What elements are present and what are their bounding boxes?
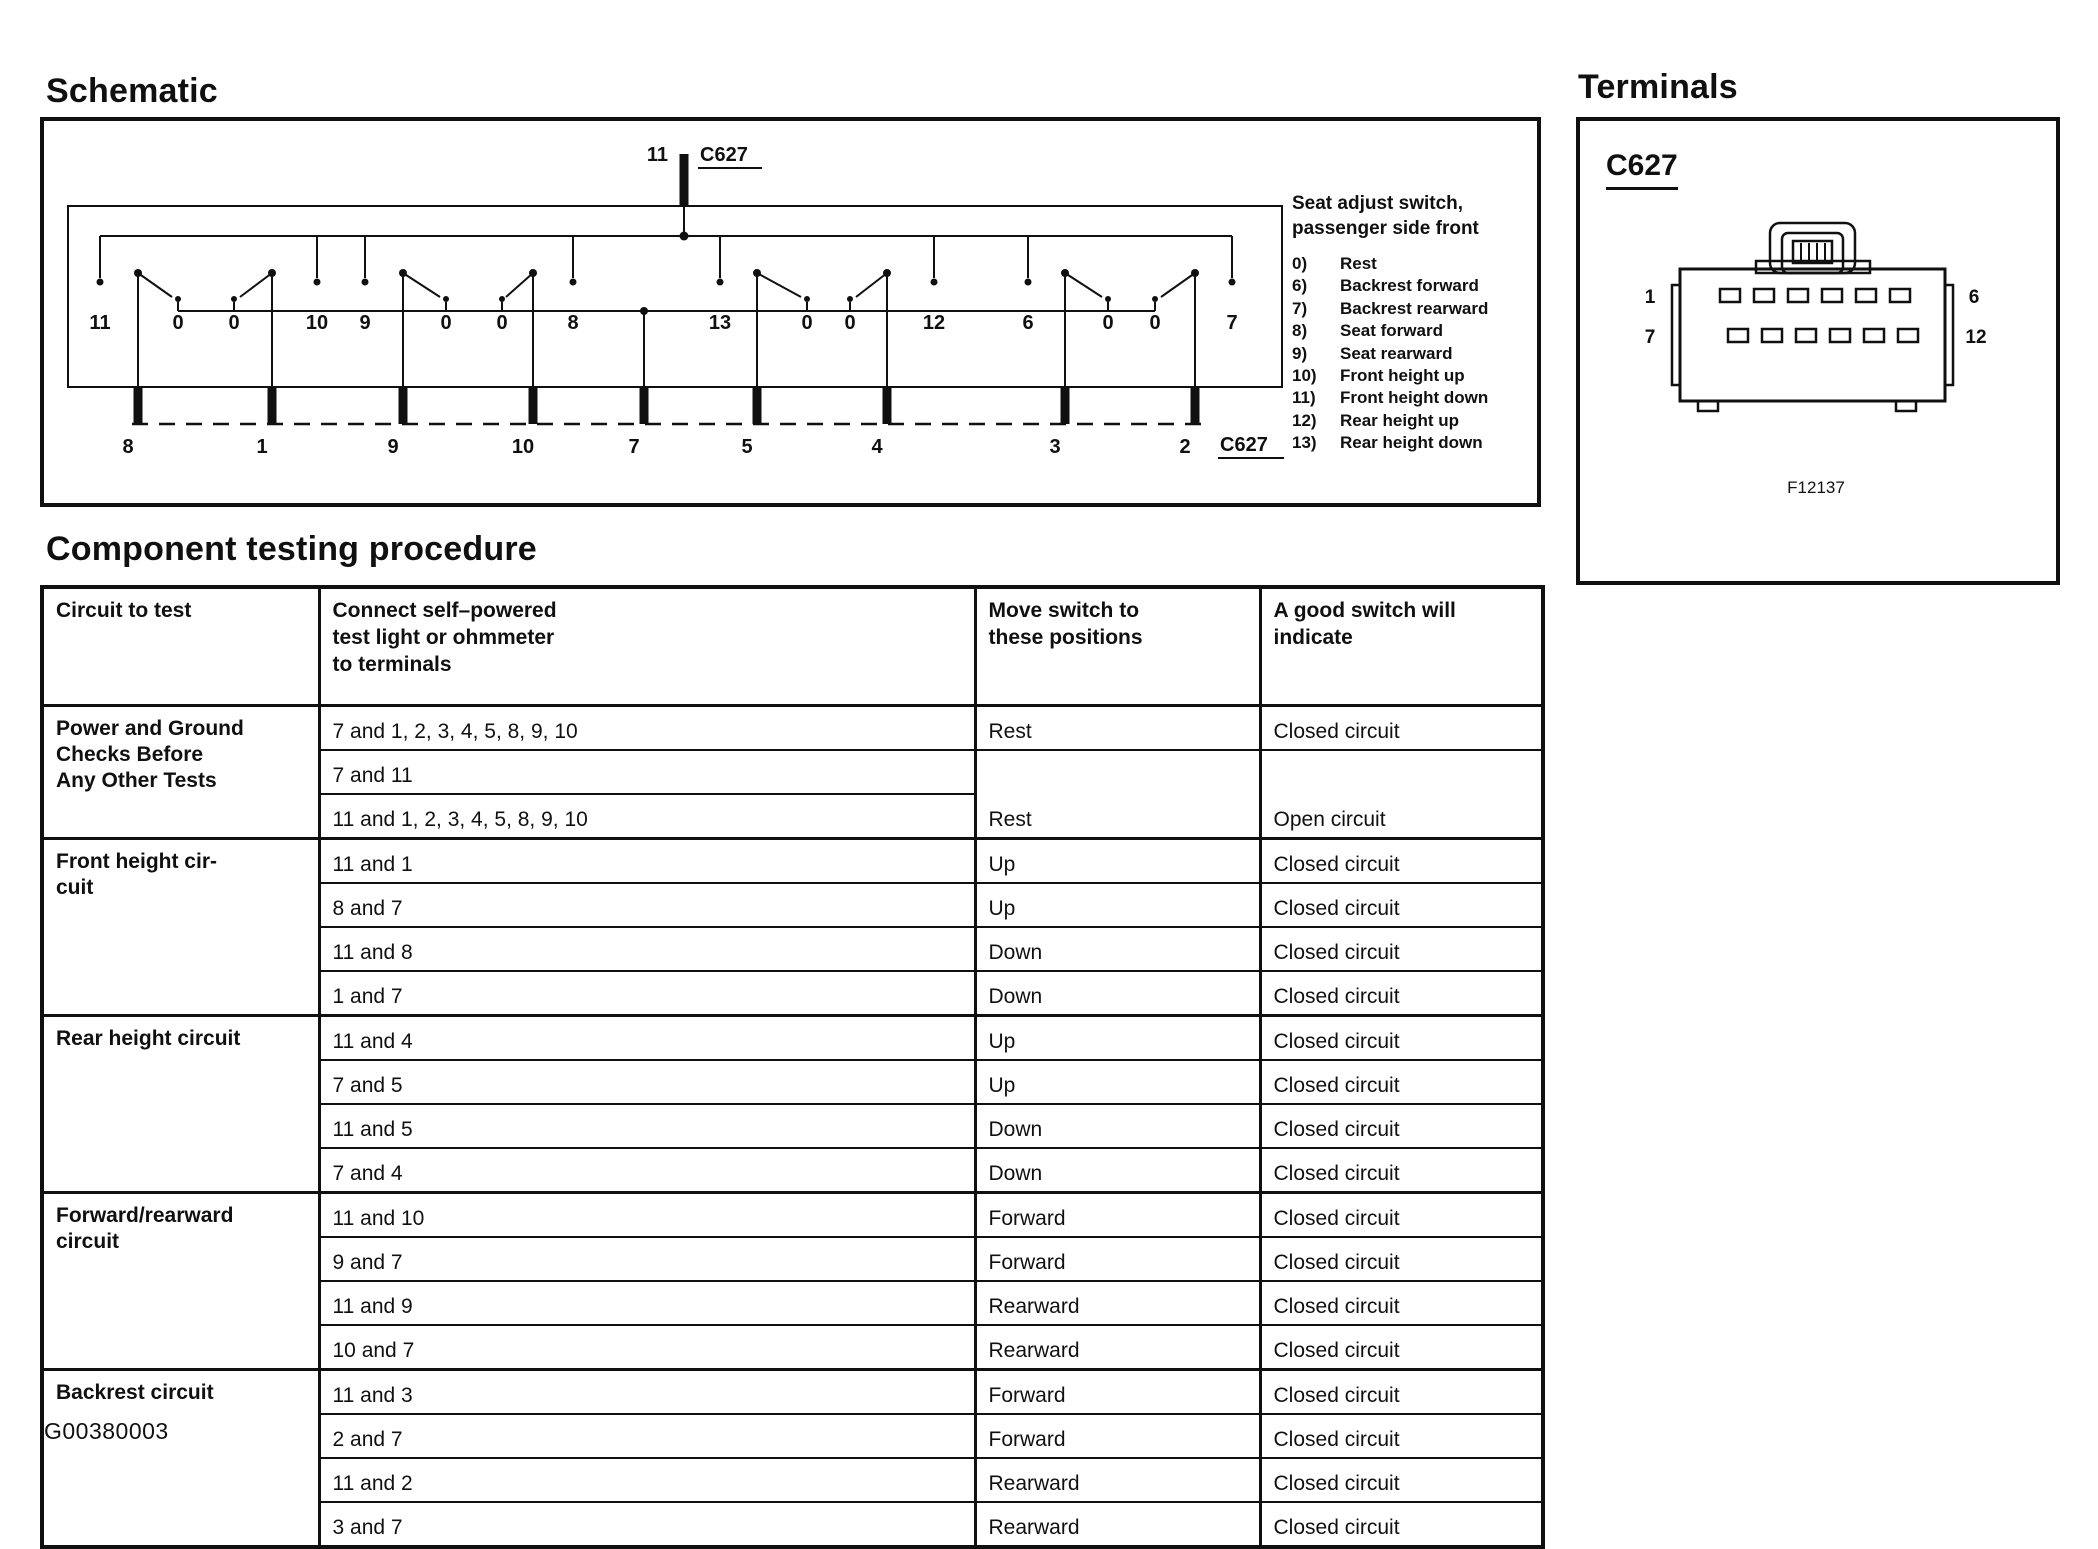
legend-item [1292,275,1534,297]
pin-label-bottom-right: 12 [1965,327,1987,348]
position-cell: Down [975,1104,1260,1148]
legend-item [1292,320,1534,342]
terminals-cell: 11 and 1, 2, 3, 4, 5, 8, 9, 10 [319,794,975,839]
terminals-cell: 11 and 5 [319,1104,975,1148]
legend-title-line: Seat adjust switch, [1292,193,1464,214]
component-testing-table [40,585,1545,1549]
position-label: 13 [708,312,732,334]
position-label: 0 [1102,312,1114,334]
legend-item [1292,343,1534,365]
legend-items [1292,253,1534,455]
position-cell: Up [975,1060,1260,1104]
legend-code: 13) [1292,433,1317,453]
circuit-name-line: Forward/rearward [56,1203,234,1227]
legend-title-line: passenger side front [1292,218,1479,239]
circuit-cell [42,1015,319,1192]
position-label: 0 [1149,312,1161,334]
header-line: Circuit to test [56,599,192,622]
position-label: 6 [1022,312,1034,334]
indication-cell: Closed circuit [1260,927,1543,971]
legend-label: Backrest rearward [1340,298,1489,318]
terminals-cell: 7 and 1, 2, 3, 4, 5, 8, 9, 10 [319,705,975,750]
figure-reference: F12137 [1787,478,1845,497]
position-label: 0 [844,312,856,334]
indication-cell: Closed circuit [1260,1015,1543,1060]
connector-face-drawing [1580,121,2056,581]
pin-number: 9 [387,436,399,458]
legend-item [1292,253,1534,275]
legend-code: 0) [1292,254,1308,273]
legend-label: Backrest forward [1340,276,1479,296]
header-line: indicate [1273,626,1353,649]
legend-code: 7) [1292,298,1308,318]
legend-code: 6) [1292,276,1308,296]
pin-label-top-right: 6 [1968,287,1980,308]
circuit-name-line: Power and Ground [56,716,244,740]
terminals-cell: 1 and 7 [319,971,975,1016]
legend-label: Seat rearward [1340,343,1453,363]
legend-label: Rest [1340,254,1377,273]
table-header-row [42,587,1543,705]
legend-item [1292,432,1534,454]
col-header-position [975,587,1260,705]
circuit-name-line: Any Other Tests [56,768,217,792]
schematic-legend [1292,191,1534,455]
position-cell: Rest [975,705,1260,750]
position-label: 9 [359,312,371,334]
legend-code: 9) [1292,343,1308,363]
position-cell: Rearward [975,1281,1260,1325]
schematic-panel [40,117,1541,507]
testing-heading: Component testing procedure [46,530,537,568]
indication-cell: Closed circuit [1260,838,1543,883]
legend-label: Front height up [1340,366,1465,386]
indication-cell: Closed circuit [1260,1414,1543,1458]
position-label: 8 [567,312,579,334]
legend-title [1292,191,1534,241]
indication-cell: Closed circuit [1260,705,1543,750]
position-label: 0 [172,312,184,334]
position-label: 11 [89,312,111,334]
connector-latch [1770,223,1855,273]
position-label: 0 [801,312,813,334]
position-cell: Up [975,883,1260,927]
position-cell: Forward [975,1192,1260,1237]
terminals-cell: 11 and 2 [319,1458,975,1502]
terminals-cell: 11 and 4 [319,1015,975,1060]
indication-cell: Closed circuit [1260,1369,1543,1414]
pin-number: 2 [1179,436,1191,458]
terminals-cell: 7 and 11 [319,750,975,794]
indication-cell: Closed circuit [1260,1281,1543,1325]
pin-number: 3 [1049,436,1061,458]
position-cell: Forward [975,1237,1260,1281]
header-line: A good switch will [1273,599,1456,622]
position-cell: Down [975,971,1260,1016]
legend-code: 8) [1292,321,1308,341]
legend-item [1292,298,1534,320]
header-line: Move switch to [988,599,1140,622]
figure-id: G00380003 [44,1418,169,1444]
terminals-heading: Terminals [1578,68,1738,106]
position-cell: Rest [975,750,1260,839]
circuit-name-line: Checks Before [56,742,204,766]
indication-cell: Closed circuit [1260,971,1543,1016]
terminals-cell: 7 and 4 [319,1148,975,1193]
position-label: 0 [440,312,452,334]
pin-number: 10 [511,436,535,458]
circuit-cell [42,1192,319,1369]
terminals-cell: 3 and 7 [319,1502,975,1547]
position-cell: Down [975,1148,1260,1193]
switch-arms [134,269,1199,387]
header-line: these positions [988,626,1143,649]
col-header-circuit [42,587,319,705]
legend-code: 11) [1292,388,1316,408]
position-cell: Rearward [975,1325,1260,1370]
terminals-cell: 11 and 8 [319,927,975,971]
bottom-connector-label: C627 [1220,434,1268,456]
top-connector-label: C627 [700,144,748,166]
schematic-heading: Schematic [46,72,218,110]
indication-cell: Closed circuit [1260,1458,1543,1502]
pin-number: 7 [628,436,640,458]
circuit-name-line: Rear height circuit [56,1026,241,1050]
circuit-name-line: Backrest circuit [56,1380,214,1404]
circuit-name-line: Front height cir- [56,849,217,873]
position-label: 10 [305,312,329,334]
terminals-cell: 11 and 9 [319,1281,975,1325]
terminals-cell: 11 and 1 [319,838,975,883]
header-line: Connect self–powered [332,599,557,622]
position-cell: Down [975,927,1260,971]
pin-number: 1 [256,436,268,458]
legend-code: 10) [1292,366,1317,386]
indication-cell: Closed circuit [1260,1148,1543,1193]
col-header-connect [319,587,975,705]
terminal-cavities-row2 [1728,329,1918,342]
circuit-name-line: circuit [56,1229,120,1253]
indication-cell: Open circuit [1260,750,1543,839]
connector-housing [1672,261,1953,411]
circuit-cell [42,838,319,1015]
terminals-cell: 2 and 7 [319,1414,975,1458]
table-row [42,1369,1543,1414]
terminals-cell: 11 and 3 [319,1369,975,1414]
header-line: test light or ohmmeter [332,626,555,649]
position-cell: Forward [975,1369,1260,1414]
position-cell: Rearward [975,1502,1260,1547]
terminals-cell: 7 and 5 [319,1060,975,1104]
indication-cell: Closed circuit [1260,1104,1543,1148]
table-row [42,1192,1543,1237]
legend-label: Rear height down [1340,433,1483,453]
indication-cell: Closed circuit [1260,1325,1543,1370]
circuit-cell [42,1369,319,1547]
position-cell: Up [975,838,1260,883]
terminals-cell: 8 and 7 [319,883,975,927]
table-row [42,705,1543,750]
header-line: to terminals [332,653,452,676]
indication-cell: Closed circuit [1260,1237,1543,1281]
table-row [42,838,1543,883]
circuit-name-line: cuit [56,875,94,899]
connector-id-title: C627 [1606,149,1678,190]
pin-number: 8 [122,436,134,458]
connector-pin-bars [134,387,1200,424]
circuit-cell [42,705,319,838]
legend-item [1292,365,1534,387]
rest-contact-rail [175,296,1161,387]
position-cell: Rearward [975,1458,1260,1502]
terminals-cell: 11 and 10 [319,1192,975,1237]
terminals-cell: 9 and 7 [319,1237,975,1281]
pin-label-bottom-left: 7 [1644,327,1656,348]
position-label: 12 [922,312,946,334]
position-cell: Up [975,1015,1260,1060]
legend-code: 12) [1292,410,1317,430]
terminals-cell: 10 and 7 [319,1325,975,1370]
terminals-panel [1576,117,2060,585]
pin-number-labels [122,436,1190,458]
pin-number: 4 [871,436,883,458]
indication-cell: Closed circuit [1260,883,1543,927]
indication-cell: Closed circuit [1260,1060,1543,1104]
indication-cell: Closed circuit [1260,1192,1543,1237]
legend-item [1292,410,1534,432]
pin-number: 5 [741,436,753,458]
legend-item [1292,387,1534,409]
table-row [42,1015,1543,1060]
position-label: 7 [1226,312,1238,334]
position-cell: Forward [975,1414,1260,1458]
legend-label: Seat forward [1340,321,1443,341]
position-label: 0 [228,312,240,334]
legend-label: Rear height up [1340,410,1460,430]
legend-label: Front height down [1340,388,1489,408]
pin-label-top-left: 1 [1644,287,1656,308]
indication-cell: Closed circuit [1260,1502,1543,1547]
col-header-indication [1260,587,1543,705]
terminal-cavities-row1 [1720,289,1910,302]
top-pin-number: 11 [646,144,668,166]
position-label: 0 [496,312,508,334]
